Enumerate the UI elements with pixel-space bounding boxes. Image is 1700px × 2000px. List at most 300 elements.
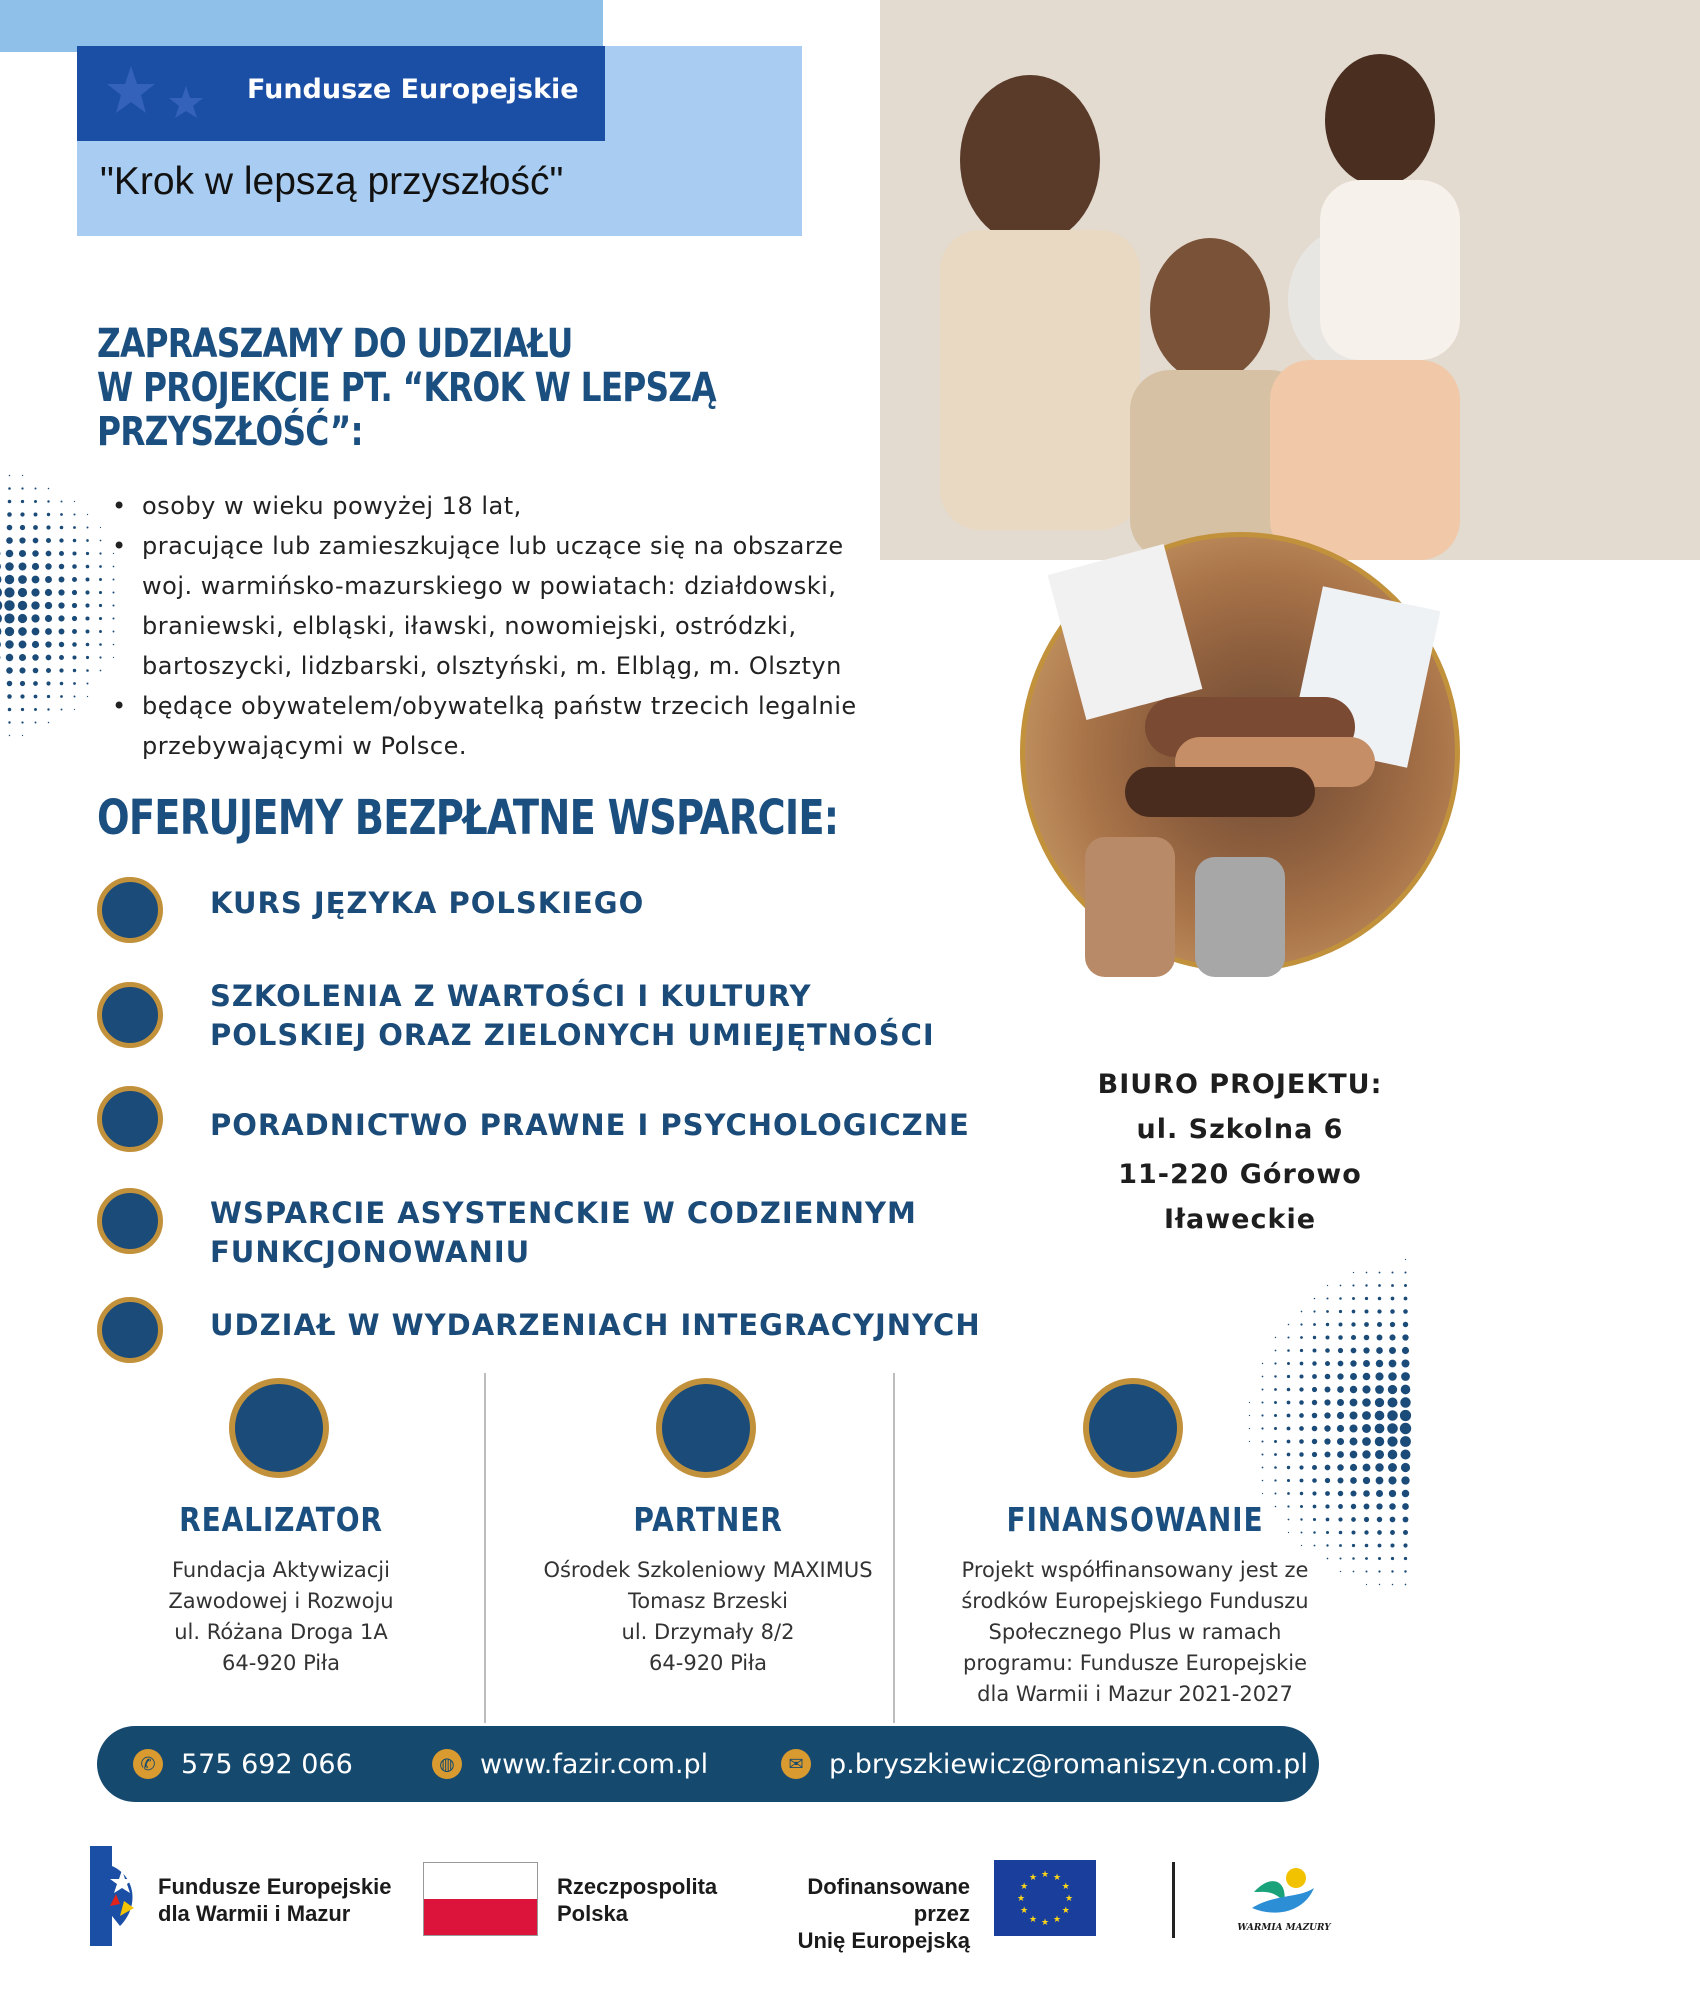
halftone-dot	[1390, 1322, 1395, 1327]
halftone-dot	[1375, 1450, 1384, 1459]
halftone-dot	[1337, 1425, 1344, 1432]
website-link[interactable]	[432, 1726, 708, 1802]
halftone-dot	[7, 512, 12, 517]
halftone-dot	[60, 695, 63, 698]
halftone-dot	[1401, 1450, 1411, 1460]
halftone-dot	[1403, 1322, 1408, 1327]
financing-heading: FINANSOWANIE	[1006, 1500, 1264, 1539]
hands-together-photo	[1020, 532, 1460, 972]
halftone-dot	[86, 539, 89, 542]
halftone-dot	[19, 563, 27, 571]
halftone-dot	[1403, 1543, 1407, 1547]
halftone-dot	[1352, 1297, 1355, 1300]
halftone-dot	[99, 630, 102, 633]
eu-logo-line: Unię Europejską	[797, 1928, 970, 1953]
halftone-dot	[1338, 1335, 1343, 1340]
halftone-dot	[1400, 1423, 1411, 1434]
halftone-dot	[72, 564, 77, 569]
halftone-dot	[1314, 1298, 1316, 1300]
halftone-dot	[1402, 1360, 1410, 1368]
halftone-dot	[18, 588, 27, 597]
office-line: ul. Szkolna 6	[1136, 1114, 1344, 1145]
halftone-dot	[72, 577, 77, 582]
halftone-dot	[59, 655, 64, 660]
invite-heading-line: W PROJEKCIE PT. “KROK W LEPSZĄ	[97, 365, 716, 411]
team-photo-illustration	[880, 0, 1700, 560]
halftone-dot	[1352, 1284, 1354, 1286]
wm-logo-text: WARMIA MAZURY	[1237, 1923, 1331, 1933]
halftone-dot	[1337, 1464, 1344, 1471]
eu-star: ★	[1040, 1918, 1050, 1928]
halftone-dot	[1287, 1453, 1291, 1457]
halftone-dot	[4, 613, 14, 623]
halftone-dot	[1338, 1491, 1343, 1496]
halftone-dot	[1287, 1362, 1290, 1365]
halftone-dot	[33, 525, 38, 530]
detail-line: 64-920 Piła	[222, 1651, 340, 1675]
halftone-dot	[86, 578, 90, 582]
halftone-dot	[21, 500, 24, 503]
halftone-dot	[1300, 1323, 1302, 1325]
halftone-dot	[1391, 1271, 1393, 1273]
halftone-dot	[1313, 1518, 1316, 1521]
halftone-dot	[1339, 1310, 1342, 1313]
halftone-dot	[8, 708, 12, 712]
halftone-dot	[33, 538, 39, 544]
halftone-dot	[21, 721, 23, 723]
fe-logo-text	[158, 1873, 392, 1927]
halftone-dot	[113, 579, 115, 581]
halftone-dot	[0, 562, 1, 571]
eligibility-item-continued: woj. warmińsko-mazurskiego w powiatach: działdowski,	[142, 572, 837, 600]
halftone-dot	[19, 654, 26, 661]
halftone-dot	[1287, 1414, 1291, 1418]
team-photo	[880, 0, 1700, 560]
invite-heading	[97, 322, 737, 454]
detail-line: programu: Fundusze Europejskie	[963, 1651, 1307, 1675]
halftone-dot	[1390, 1309, 1395, 1314]
halftone-dot	[22, 735, 23, 736]
halftone-dot	[1299, 1400, 1304, 1405]
pl-logo-line: Polska	[557, 1901, 628, 1926]
halftone-dot	[73, 539, 77, 543]
project-name: "Krok w lepszą przyszłość"	[100, 160, 564, 203]
header-fe-band	[77, 46, 605, 141]
halftone-dot	[1388, 1450, 1398, 1460]
halftone-dot	[1249, 1441, 1250, 1442]
offer-item-line: KURS JĘZYKA POLSKIEGO	[210, 886, 645, 920]
halftone-dot	[19, 550, 26, 557]
fe-title: Fundusze Europejskie	[247, 74, 579, 105]
halftone-dot	[1287, 1427, 1291, 1431]
halftone-dot	[1352, 1310, 1356, 1314]
halftone-dot	[35, 488, 37, 490]
halftone-dot	[32, 550, 39, 557]
halftone-dot	[1364, 1322, 1369, 1327]
halftone-dot	[1301, 1545, 1302, 1546]
eligibility-item-continued: braniewski, elbląski, iławski, nowomiejski, ostródzki,	[142, 612, 797, 640]
offer-item	[210, 977, 935, 1055]
fe-logo-line: dla Warmii i Mazur	[158, 1901, 351, 1926]
halftone-dot	[112, 617, 114, 619]
halftone-dot	[1375, 1411, 1385, 1421]
financing-details	[935, 1555, 1335, 1710]
detail-line: Zawodowej i Rozwoju	[168, 1589, 394, 1613]
halftone-dot	[1275, 1337, 1276, 1338]
halftone-dot	[1314, 1545, 1316, 1547]
halftone-dot	[86, 656, 89, 659]
halftone-dot	[1364, 1504, 1370, 1510]
halftone-dot	[113, 657, 114, 658]
halftone-dot	[99, 656, 101, 658]
halftone-dot	[1364, 1530, 1368, 1534]
halftone-dot	[99, 565, 102, 568]
halftone-dot	[1313, 1323, 1316, 1326]
halftone-dot	[1363, 1464, 1371, 1472]
halftone-dot	[85, 603, 89, 607]
eligibility-item: • osoby w wieku powyżej 18 lat,	[110, 486, 1010, 526]
halftone-dot	[47, 708, 49, 710]
halftone-dot	[1287, 1401, 1291, 1405]
financing-icon	[1083, 1378, 1183, 1478]
halftone-dot	[45, 576, 52, 583]
halftone-dot	[59, 642, 64, 647]
halftone-dot	[1262, 1480, 1264, 1482]
halftone-dot	[1378, 1544, 1382, 1548]
email-address[interactable]: p.bryszkiewicz@romaniszyn.com.pl	[829, 1748, 1308, 1780]
halftone-dot	[1389, 1490, 1396, 1497]
halftone-dot	[1274, 1427, 1277, 1430]
halftone-dot	[1403, 1517, 1409, 1523]
halftone-dot	[1377, 1309, 1381, 1313]
halftone-dot	[1337, 1386, 1344, 1393]
halftone-dot	[100, 670, 102, 672]
halftone-dot	[1351, 1517, 1356, 1522]
offer-item-line: FUNKCJONOWANIU	[210, 1235, 531, 1269]
halftone-dot	[0, 613, 2, 624]
office-line: Iławeckie	[1163, 1204, 1317, 1235]
eu-star: ★	[1052, 1873, 1062, 1884]
halftone-dot	[34, 695, 38, 699]
halftone-dot	[1362, 1411, 1371, 1420]
halftone-dot	[1313, 1531, 1316, 1534]
halftone-dot	[1378, 1570, 1380, 1572]
halftone-dot	[1324, 1451, 1330, 1457]
halftone-dot	[20, 694, 24, 698]
halftone-dot	[1349, 1424, 1357, 1432]
halftone-dot	[1365, 1284, 1367, 1286]
halftone-dot	[1391, 1570, 1393, 1572]
eu-star: ★	[1020, 1906, 1029, 1916]
halftone-dot	[1405, 1584, 1407, 1586]
halftone-dot	[1274, 1440, 1277, 1443]
detail-line: Społecznego Plus w ramach	[988, 1620, 1282, 1644]
halftone-dot	[1377, 1322, 1382, 1327]
halftone-dot	[7, 694, 12, 699]
halftone-dot	[7, 681, 13, 687]
eu-star: ★	[1040, 1870, 1050, 1880]
halftone-dot	[1313, 1336, 1316, 1339]
halftone-dot	[113, 631, 115, 633]
halftone-dot	[1376, 1503, 1382, 1509]
email-link[interactable]	[781, 1726, 1308, 1802]
halftone-dot	[1392, 1584, 1394, 1586]
halftone-dot	[1350, 1360, 1356, 1366]
halftone-dot	[1339, 1557, 1341, 1559]
halftone-dot	[1350, 1373, 1357, 1380]
halftone-dot	[1400, 1397, 1410, 1407]
halftone-dot	[45, 641, 51, 647]
halftone-dot	[1388, 1476, 1396, 1484]
halftone-dot	[72, 655, 76, 659]
halftone-dot	[1378, 1284, 1381, 1287]
halftone-dot	[1312, 1465, 1317, 1470]
eu-star: ★	[1028, 1914, 1038, 1925]
halftone-dot	[1324, 1425, 1330, 1431]
halftone-dot	[86, 643, 90, 647]
halftone-dot	[45, 628, 52, 635]
halftone-dot	[1338, 1517, 1342, 1521]
project-office	[1080, 1062, 1400, 1242]
halftone-dot	[6, 654, 14, 662]
halftone-dot	[35, 722, 37, 724]
halftone-dot	[1288, 1324, 1290, 1326]
halftone-dot	[1324, 1438, 1330, 1444]
halftone-dot	[1402, 1347, 1409, 1354]
halftone-dot	[20, 512, 24, 516]
halftone-dot	[1401, 1372, 1410, 1381]
halftone-dot	[48, 722, 50, 724]
halftone-dot	[59, 668, 63, 672]
halftone-dot	[1338, 1361, 1344, 1367]
halftone-dot	[1377, 1530, 1382, 1535]
offer-item-line: POLSKIEJ ORAZ ZIELONYCH UMIEJĘTNOŚCI	[210, 1018, 935, 1052]
halftone-dot	[1287, 1466, 1290, 1469]
halftone-dot	[99, 591, 102, 594]
halftone-dot	[1300, 1479, 1304, 1483]
halftone-dot	[1287, 1375, 1290, 1378]
halftone-dot	[1401, 1463, 1410, 1472]
halftone-dot	[73, 695, 75, 697]
offer-item-line: UDZIAŁ W WYDARZENIACH INTEGRACYJNYCH	[210, 1308, 981, 1342]
halftone-dot	[73, 513, 75, 515]
eu-star: ★	[1052, 1914, 1062, 1925]
halftone-dot	[47, 500, 49, 502]
hands-illustration	[1025, 537, 1455, 967]
offer-bullet-icon	[97, 877, 163, 943]
halftone-dot	[1389, 1347, 1396, 1354]
halftone-dot	[19, 667, 25, 673]
halftone-dot	[1352, 1544, 1355, 1547]
halftone-dot	[1404, 1284, 1407, 1287]
halftone-dot	[1299, 1452, 1303, 1456]
dot-pattern-decoration	[0, 430, 140, 780]
halftone-dot	[86, 669, 89, 672]
halftone-dot	[1275, 1493, 1277, 1495]
halftone-dot	[61, 501, 63, 503]
halftone-dot	[19, 641, 27, 649]
detail-line: ul. Drzymały 8/2	[621, 1620, 795, 1644]
eu-cofunding-text	[752, 1873, 970, 1954]
halftone-dot	[1349, 1411, 1357, 1419]
eu-stars-icon	[994, 1860, 1096, 1936]
halftone-dot	[1400, 1410, 1411, 1421]
halftone-dot	[72, 603, 77, 608]
halftone-dot	[5, 627, 14, 636]
halftone-dot	[32, 628, 40, 636]
halftone-dot	[59, 551, 64, 556]
halftone-dot	[1364, 1335, 1370, 1341]
halftone-dot	[60, 682, 64, 686]
halftone-dot	[1363, 1347, 1369, 1353]
halftone-dot	[113, 553, 114, 554]
halftone-dot	[1391, 1557, 1394, 1560]
halftone-dot	[1375, 1385, 1384, 1394]
eligibility-item: • będące obywatelem/obywatelką państw trzecich legalnie	[110, 686, 1010, 726]
halftone-dot	[72, 616, 77, 621]
halftone-dot	[1387, 1436, 1397, 1446]
halftone-dot	[1325, 1361, 1330, 1366]
halftone-dot	[46, 655, 52, 661]
eu-star: ★	[1061, 1882, 1070, 1892]
halftone-dot	[31, 588, 39, 596]
halftone-dot	[1274, 1375, 1276, 1377]
halftone-dot	[1312, 1413, 1318, 1419]
halftone-dot	[32, 641, 39, 648]
contact-bar	[97, 1726, 1319, 1802]
mail-icon: ✉	[781, 1749, 811, 1779]
halftone-dot	[1351, 1322, 1355, 1326]
halftone-dot	[1300, 1336, 1303, 1339]
website-url[interactable]: www.fazir.com.pl	[480, 1748, 709, 1780]
halftone-dot	[1363, 1490, 1370, 1497]
halftone-dot	[61, 709, 63, 711]
halftone-dot	[86, 526, 88, 528]
halftone-dot	[112, 591, 114, 593]
halftone-dot	[20, 525, 25, 530]
halftone-dot	[1350, 1386, 1357, 1393]
halftone-dot	[1350, 1464, 1357, 1471]
eu-star: ★	[1028, 1873, 1038, 1884]
halftone-dot	[1362, 1398, 1371, 1407]
halftone-dot	[58, 589, 64, 595]
halftone-dot	[1326, 1310, 1329, 1313]
halftone-dot	[99, 617, 102, 620]
eu-star: ★	[1016, 1894, 1026, 1904]
detail-line: Ośrodek Szkoleniowy MAXIMUS	[543, 1558, 873, 1582]
halftone-dot	[1389, 1334, 1395, 1340]
halftone-dot	[1262, 1389, 1264, 1391]
halftone-dot	[19, 537, 25, 543]
realizator-icon	[229, 1378, 329, 1478]
halftone-dot	[20, 681, 25, 686]
halftone-dot	[1287, 1440, 1291, 1444]
halftone-dot	[87, 683, 89, 685]
halftone-dot	[1402, 1334, 1408, 1340]
halftone-dot	[72, 551, 76, 555]
halftone-dot	[1376, 1490, 1383, 1497]
realizator-details	[81, 1555, 481, 1679]
partner-icon	[656, 1378, 756, 1478]
halftone-dot	[1326, 1518, 1330, 1522]
halftone-dot	[1377, 1517, 1382, 1522]
halftone-dot	[1388, 1385, 1397, 1394]
halftone-dot	[1262, 1376, 1264, 1378]
phone-contact[interactable]	[133, 1726, 353, 1802]
halftone-dot	[1388, 1463, 1397, 1472]
halftone-dot	[1350, 1451, 1358, 1459]
halftone-dot	[1262, 1454, 1264, 1456]
halftone-dot	[1351, 1504, 1356, 1509]
halftone-dot	[46, 551, 52, 557]
halftone-dot	[1350, 1438, 1358, 1446]
halftone-dot	[31, 614, 39, 622]
halftone-dot	[45, 589, 52, 596]
halftone-dot	[72, 590, 77, 595]
pl-logo-text	[557, 1873, 717, 1927]
halftone-dot	[1375, 1463, 1383, 1471]
halftone-dot	[6, 537, 13, 544]
halftone-dot	[6, 667, 13, 674]
halftone-dot	[46, 681, 50, 685]
fe-stars-icon	[91, 56, 231, 136]
halftone-dot	[1390, 1530, 1395, 1535]
halftone-dot	[1378, 1557, 1381, 1560]
halftone-dot	[8, 487, 11, 490]
halftone-dot	[21, 708, 24, 711]
halftone-dot	[100, 527, 101, 528]
column-divider	[484, 1373, 486, 1723]
halftone-dot	[87, 514, 88, 515]
halftone-dot	[1312, 1361, 1316, 1365]
halftone-dot	[1274, 1479, 1276, 1481]
halftone-dot	[1324, 1399, 1330, 1405]
halftone-dot	[9, 475, 11, 477]
halftone-dot	[100, 540, 102, 542]
halftone-dot	[1364, 1309, 1368, 1313]
halftone-dot	[1387, 1410, 1397, 1420]
halftone-dot	[85, 616, 89, 620]
halftone-dot	[72, 642, 77, 647]
halftone-dot	[86, 565, 90, 569]
halftone-dot	[59, 564, 65, 570]
halftone-dot	[1404, 1297, 1408, 1301]
halftone-dot	[1376, 1360, 1383, 1367]
halftone-dot	[60, 513, 63, 516]
offer-item-line: SZKOLENIA Z WARTOŚCI I KULTURY	[210, 979, 812, 1013]
halftone-dot	[1313, 1310, 1315, 1312]
halftone-dot	[1366, 1272, 1368, 1274]
halftone-dot	[1337, 1373, 1343, 1379]
detail-line: Tomasz Brzeski	[628, 1589, 788, 1613]
phone-number[interactable]: 575 692 066	[181, 1748, 353, 1780]
halftone-dot	[6, 550, 14, 558]
halftone-dot	[113, 644, 115, 646]
eligibility-item: • pracujące lub zamieszkujące lub uczące się na obszarze	[110, 526, 1010, 566]
halftone-dot	[1299, 1439, 1304, 1444]
halftone-dot	[1339, 1531, 1343, 1535]
halftone-dot	[1262, 1467, 1264, 1469]
halftone-dot	[1400, 1436, 1411, 1447]
halftone-dot	[99, 578, 102, 581]
halftone-dot	[0, 640, 1, 649]
halftone-dot	[1312, 1387, 1317, 1392]
halftone-dot	[60, 526, 64, 530]
halftone-dot	[1350, 1399, 1358, 1407]
eligibility-item-continued: przebywającymi w Polsce.	[142, 732, 468, 760]
halftone-dot	[32, 654, 38, 660]
halftone-dot	[1353, 1272, 1354, 1273]
